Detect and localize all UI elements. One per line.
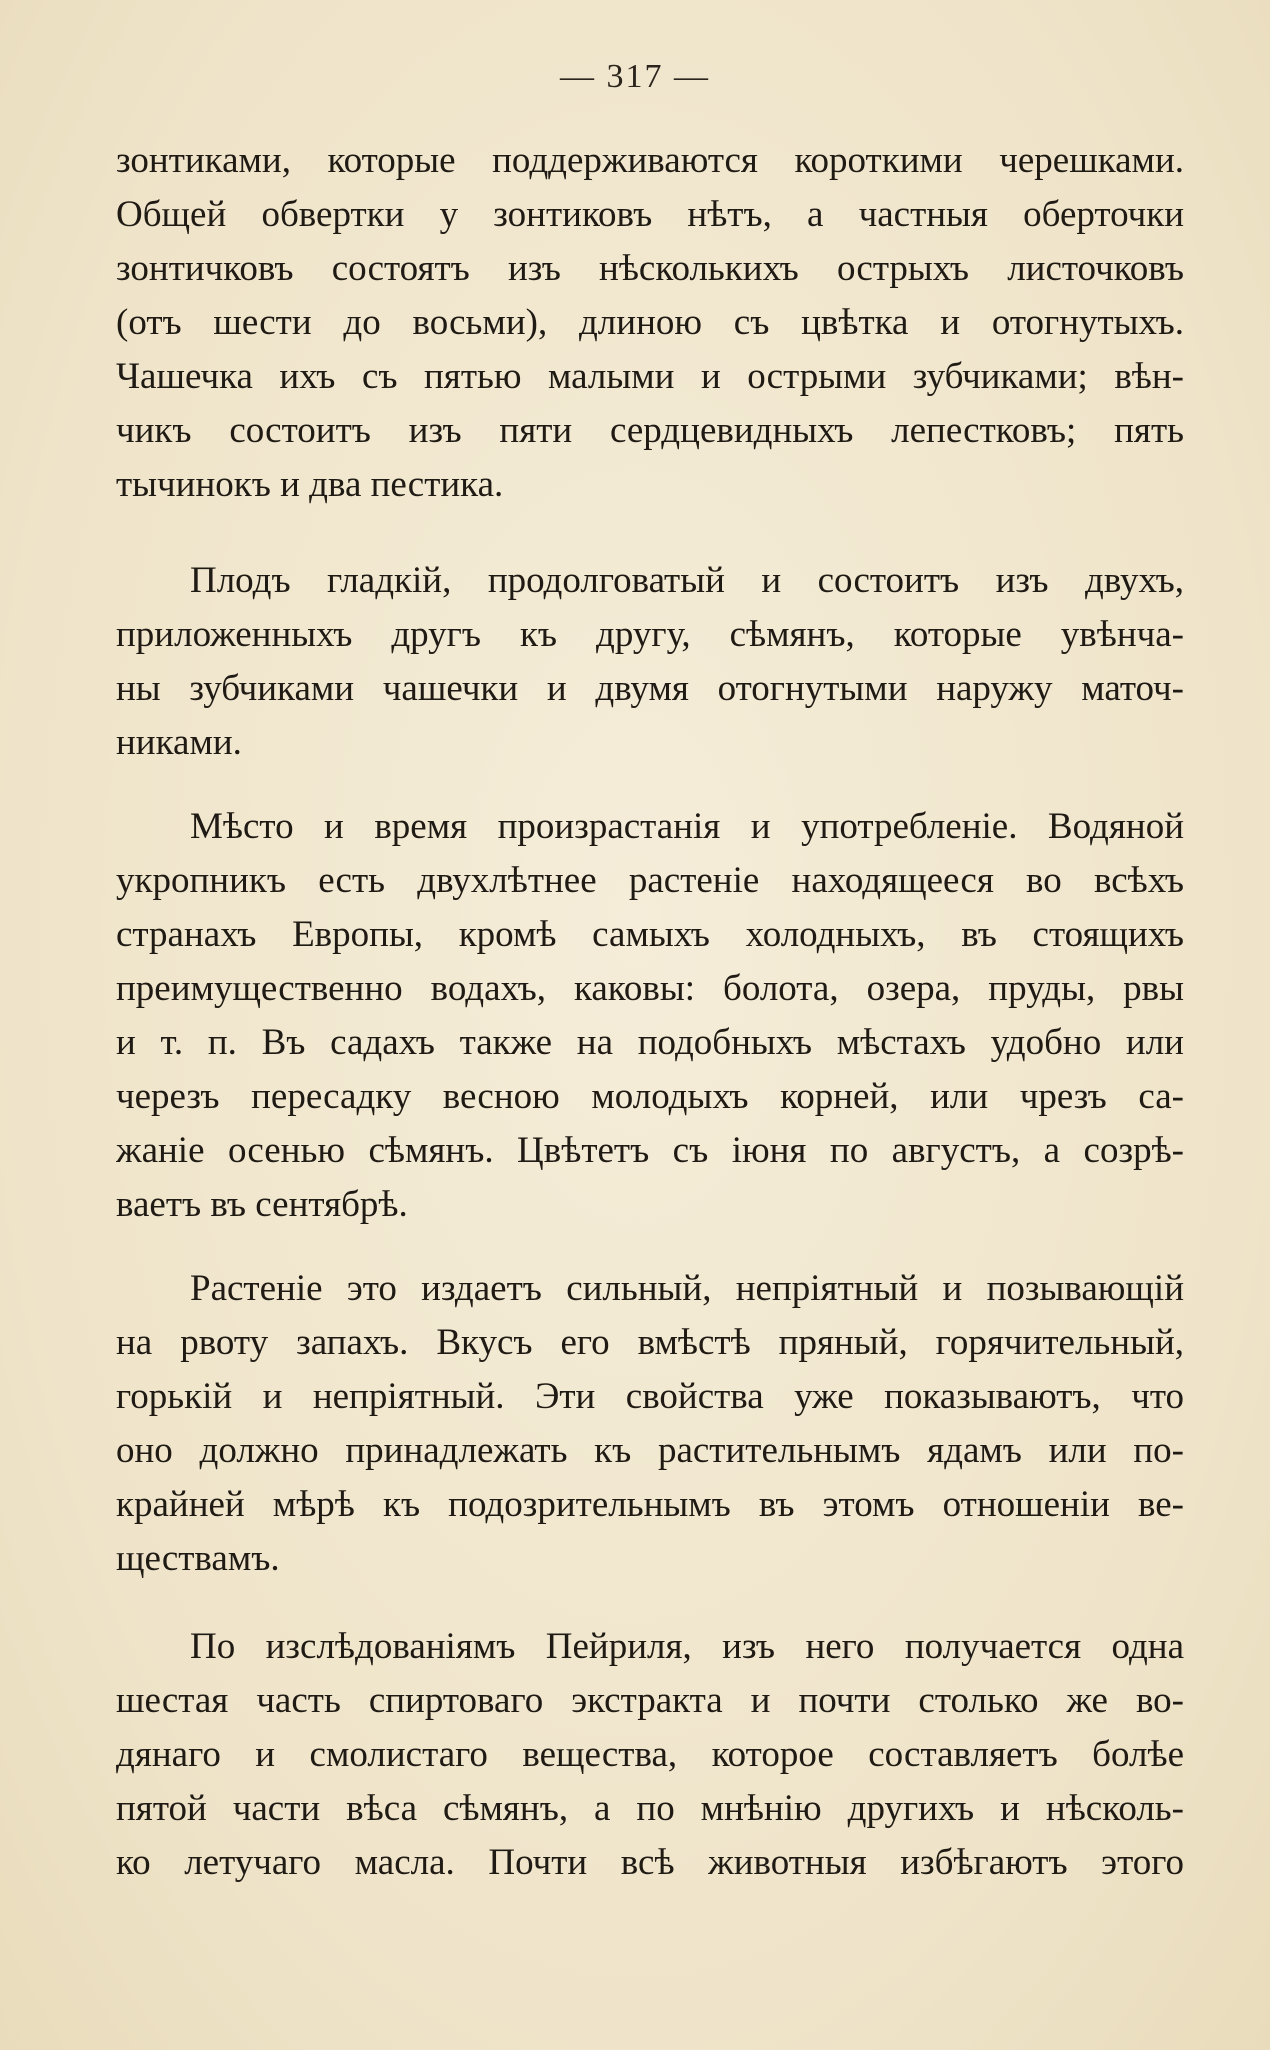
text-line: ваетъ въ сентябрѣ. — [116, 1184, 408, 1225]
text-line: Общей обвертки у зонтиковъ нѣтъ, а частныя оберточки — [116, 194, 1184, 235]
text-line: чикъ состоитъ изъ пяти сердцевидныхъ лепестковъ; пять — [116, 410, 1184, 451]
page-number: — 317 — — [560, 58, 710, 95]
text-line: никами. — [116, 722, 242, 763]
text-line: странахъ Европы, кромѣ самыхъ холодныхъ, въ стоящихъ — [116, 914, 1184, 955]
text-line: ны зубчиками чашечки и двумя отогнутыми наружу маточ- — [116, 668, 1184, 709]
text-line: дянаго и смолистаго вещества, которое составляетъ болѣе — [116, 1734, 1184, 1775]
paragraph-fruit-description — [116, 554, 1184, 770]
paragraph-habitat — [116, 800, 1184, 1232]
text-line: жаніе осенью сѣмянъ. Цвѣтетъ съ іюня по августъ, а созрѣ- — [116, 1130, 1184, 1171]
text-line: тычинокъ и два пестика. — [116, 464, 504, 505]
text-line: преимущественно водахъ, каковы: болота, озера, пруды, рвы — [116, 968, 1184, 1009]
text-line: ществамъ. — [116, 1538, 280, 1579]
text-line: зонтичковъ состоятъ изъ нѣсколькихъ острыхъ листочковъ — [116, 248, 1184, 289]
text-line: Чашечка ихъ съ пятью малыми и острыми зубчиками; вѣн- — [116, 356, 1184, 397]
text-line: шестая часть спиртоваго экстракта и почти столько же во- — [116, 1680, 1184, 1721]
text-line: (отъ шести до восьми), длиною съ цвѣтка и отогнутыхъ. — [116, 302, 1184, 343]
text-line: черезъ пересадку весною молодыхъ корней, или чрезъ са- — [116, 1076, 1184, 1117]
text-line: Мѣсто и время произрастанія и употребленіе. Водяной — [190, 806, 1184, 847]
text-line: пятой части вѣса сѣмянъ, а по мнѣнію другихъ и нѣсколь- — [116, 1788, 1184, 1829]
text-line: укропникъ есть двухлѣтнее растеніе находящееся во всѣхъ — [116, 860, 1184, 901]
paragraph-properties — [116, 1262, 1184, 1586]
text-line: оно должно принадлежать къ растительнымъ ядамъ или по- — [116, 1430, 1184, 1471]
paragraph-research — [116, 1620, 1184, 1890]
paragraph-flower-description — [116, 134, 1184, 512]
text-line: горькій и непріятный. Эти свойства уже показываютъ, что — [116, 1376, 1184, 1417]
text-line: и т. п. Въ садахъ также на подобныхъ мѣстахъ удобно или — [116, 1022, 1184, 1063]
text-line: Плодъ гладкій, продолговатый и состоитъ изъ двухъ, — [190, 560, 1184, 601]
text-line: ко летучаго масла. Почти всѣ животныя избѣгаютъ этого — [116, 1842, 1184, 1883]
text-line: Растеніе это издаетъ сильный, непріятный и позывающій — [190, 1268, 1184, 1309]
text-line: приложенныхъ другъ къ другу, сѣмянъ, которые увѣнча- — [116, 614, 1184, 655]
text-line: на рвоту запахъ. Вкусъ его вмѣстѣ пряный, горячительный, — [116, 1322, 1184, 1363]
text-line: зонтиками, которые поддерживаются короткими черешками. — [116, 140, 1184, 181]
text-line: крайней мѣрѣ къ подозрительнымъ въ этомъ отношеніи ве- — [116, 1484, 1184, 1525]
text-line: По изслѣдованіямъ Пейриля, изъ него получается одна — [190, 1626, 1184, 1667]
